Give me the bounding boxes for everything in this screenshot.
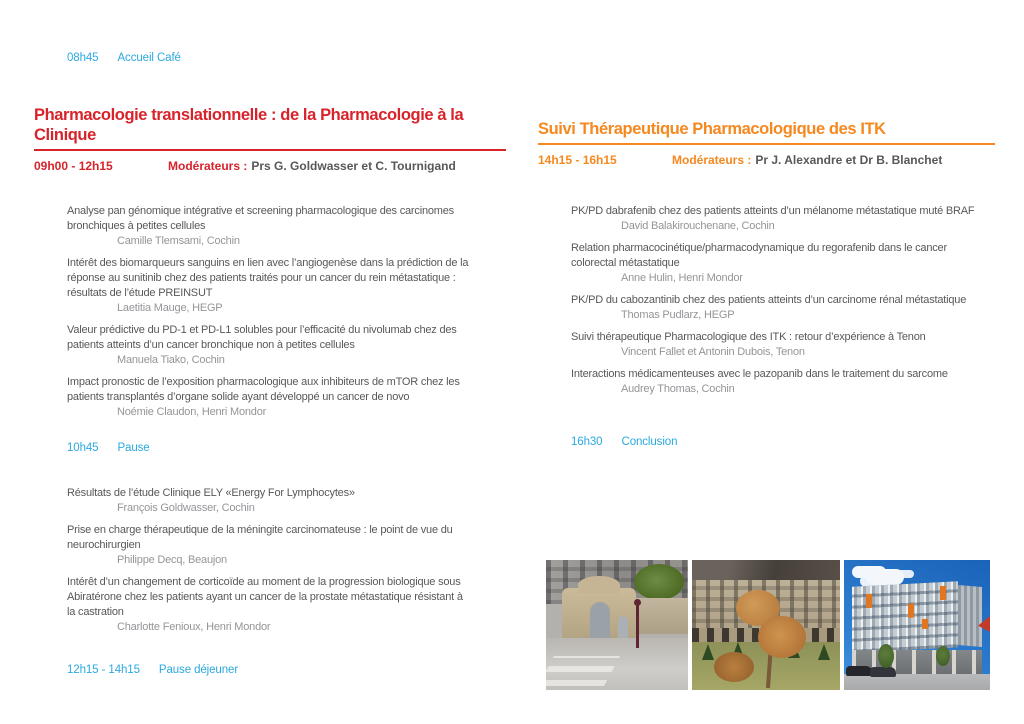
talk-speaker: Manuela Tiako, Cochin <box>117 354 225 366</box>
session-title-right: Suivi Thérapeutique Pharmacologique des ITK <box>538 120 886 138</box>
talk-title: Interactions médicamenteuses avec le pazopanib dans le traitement du sarcome <box>571 368 948 380</box>
pavement <box>844 674 990 690</box>
side-door <box>618 616 628 640</box>
schedule-row-lunch <box>67 663 238 678</box>
session-title-left: Pharmacologie translationnelle : de la Pharmacologie à la Clinique <box>34 106 464 144</box>
talk-item <box>67 256 469 316</box>
modern-hospital-building-photo <box>844 560 990 690</box>
tree-foliage <box>634 564 684 600</box>
moderators-row-right <box>538 153 995 168</box>
schedule-time: 10h45 <box>67 442 99 454</box>
talk-item <box>67 486 469 516</box>
cloud <box>852 566 886 578</box>
moderators-label: Modérateurs : <box>672 153 752 167</box>
moderators-text <box>168 159 456 174</box>
talk-item <box>571 330 993 360</box>
talk-speaker: Laetitia Mauge, HEGP <box>117 302 223 314</box>
talk-speaker: Vincent Fallet et Antonin Dubois, Tenon <box>621 346 805 358</box>
talk-speaker: Philippe Decq, Beaujon <box>117 554 227 566</box>
schedule-label: Pause <box>117 442 150 454</box>
session-time: 14h15 - 16h15 <box>538 153 617 167</box>
young-tree <box>936 646 950 666</box>
talk-title: Analyse pan génomique intégrative et screening pharmacologique des carcinomes bronchiques à petites cellules <box>67 205 454 232</box>
orange-panel <box>922 619 928 629</box>
talk-title: Prise en charge thérapeutique de la méningite carcinomateuse : le point de vue du neurochirurgien <box>67 524 453 551</box>
moderators-names: Prs G. Goldwasser et C. Tournigand <box>251 159 456 173</box>
talk-item <box>67 575 469 635</box>
talk-item <box>67 323 469 368</box>
talk-item <box>571 367 993 397</box>
moderators-label: Modérateurs : <box>168 159 248 173</box>
schedule-row-conclusion <box>571 435 677 450</box>
session-left-column <box>34 94 506 676</box>
talk-item <box>67 523 469 568</box>
schedule-label: Accueil Café <box>117 52 181 64</box>
talk-item <box>67 204 469 249</box>
schedule-time: 08h45 <box>67 52 99 64</box>
talk-title: Relation pharmacocinétique/pharmacodynamique du regorafenib dans le cancer colorectal métastatique <box>571 242 947 269</box>
parked-car <box>870 667 896 677</box>
schedule-row-break <box>67 441 150 456</box>
building-side-face <box>958 585 982 647</box>
orange-panel <box>908 604 914 618</box>
autumn-foliage <box>758 616 806 658</box>
talk-item <box>67 375 469 420</box>
orange-panel <box>866 594 872 608</box>
moderators-text <box>672 153 942 168</box>
hospital-courtyard-photo <box>692 560 840 690</box>
schedule-row-welcome <box>67 51 181 66</box>
talk-list-late-morning <box>67 486 469 642</box>
autumn-foliage <box>714 652 754 682</box>
moderators-row-left <box>34 159 506 174</box>
photo-strip <box>546 560 990 690</box>
hospital-gate-photo <box>546 560 688 690</box>
schedule-label: Pause déjeuner <box>158 664 239 676</box>
lamp-post <box>636 604 639 648</box>
talk-item <box>571 241 993 286</box>
autumn-foliage <box>722 618 760 652</box>
talk-title: Intérêt d’un changement de corticoïde au moment de la progression biologique sous Abiratérone chez les patients ayant un cancer de la prostate métastatique résistant à la castration <box>67 576 463 618</box>
talk-title: Impact pronostic de l’exposition pharmacologique aux inhibiteurs de mTOR chez les patients transplantés d’organe solide ayant développé un cancer de novo <box>67 376 460 403</box>
talk-title: Résultats de l’étude Clinique ELY «Energy For Lymphocytes» <box>67 487 355 499</box>
session-right-column <box>538 94 995 448</box>
gate-door <box>590 602 610 640</box>
schedule-time: 16h30 <box>571 436 603 448</box>
talk-list-morning <box>67 204 469 427</box>
schedule-label: Conclusion <box>621 436 678 448</box>
talk-item <box>571 293 993 323</box>
talk-title: Suivi thérapeutique Pharmacologique des ITK : retour d’expérience à Tenon <box>571 331 926 343</box>
schedule-time: 12h15 - 14h15 <box>67 664 140 676</box>
talk-item <box>571 204 993 234</box>
young-tree <box>878 644 894 668</box>
talk-speaker: Anne Hulin, Henri Mondor <box>621 272 743 284</box>
parked-car <box>846 666 872 676</box>
talk-title: Intérêt des biomarqueurs sanguins en lien avec l’angiogenèse dans la prédiction de la réponse au sunitinib chez des patients traités pour un cancer du rein métastatique : résultats de l’étude PREINSUT <box>67 257 469 299</box>
talk-list-afternoon <box>571 204 993 404</box>
talk-speaker: Camille Tlemsami, Cochin <box>117 235 240 247</box>
talk-speaker: Audrey Thomas, Cochin <box>621 383 735 395</box>
session-time: 09h00 - 12h15 <box>34 159 113 173</box>
section-divider-right <box>538 143 995 145</box>
talk-speaker: Thomas Pudlarz, HEGP <box>621 309 735 321</box>
talk-speaker: François Goldwasser, Cochin <box>117 502 255 514</box>
moderators-names: Pr J. Alexandre et Dr B. Blanchet <box>755 153 943 167</box>
orange-panel <box>940 586 946 600</box>
talk-speaker: Noémie Claudon, Henri Mondor <box>117 406 267 418</box>
talk-title: Valeur prédictive du PD-1 et PD-L1 solubles pour l’efficacité du nivolumab chez des patients atteints d’un cancer bronchique non à petites cellules <box>67 324 457 351</box>
section-divider-left <box>34 149 506 151</box>
talk-speaker: David Balakirouchenane, Cochin <box>621 220 775 232</box>
talk-title: PK/PD du cabozantinib chez des patients atteints d’un carcinome rénal métastatique <box>571 294 967 306</box>
glass-facade <box>852 581 958 653</box>
talk-title: PK/PD dabrafenib chez des patients atteints d’un mélanome métastatique muté BRAF <box>571 205 975 217</box>
talk-speaker: Charlotte Fenioux, Henri Mondor <box>117 621 271 633</box>
